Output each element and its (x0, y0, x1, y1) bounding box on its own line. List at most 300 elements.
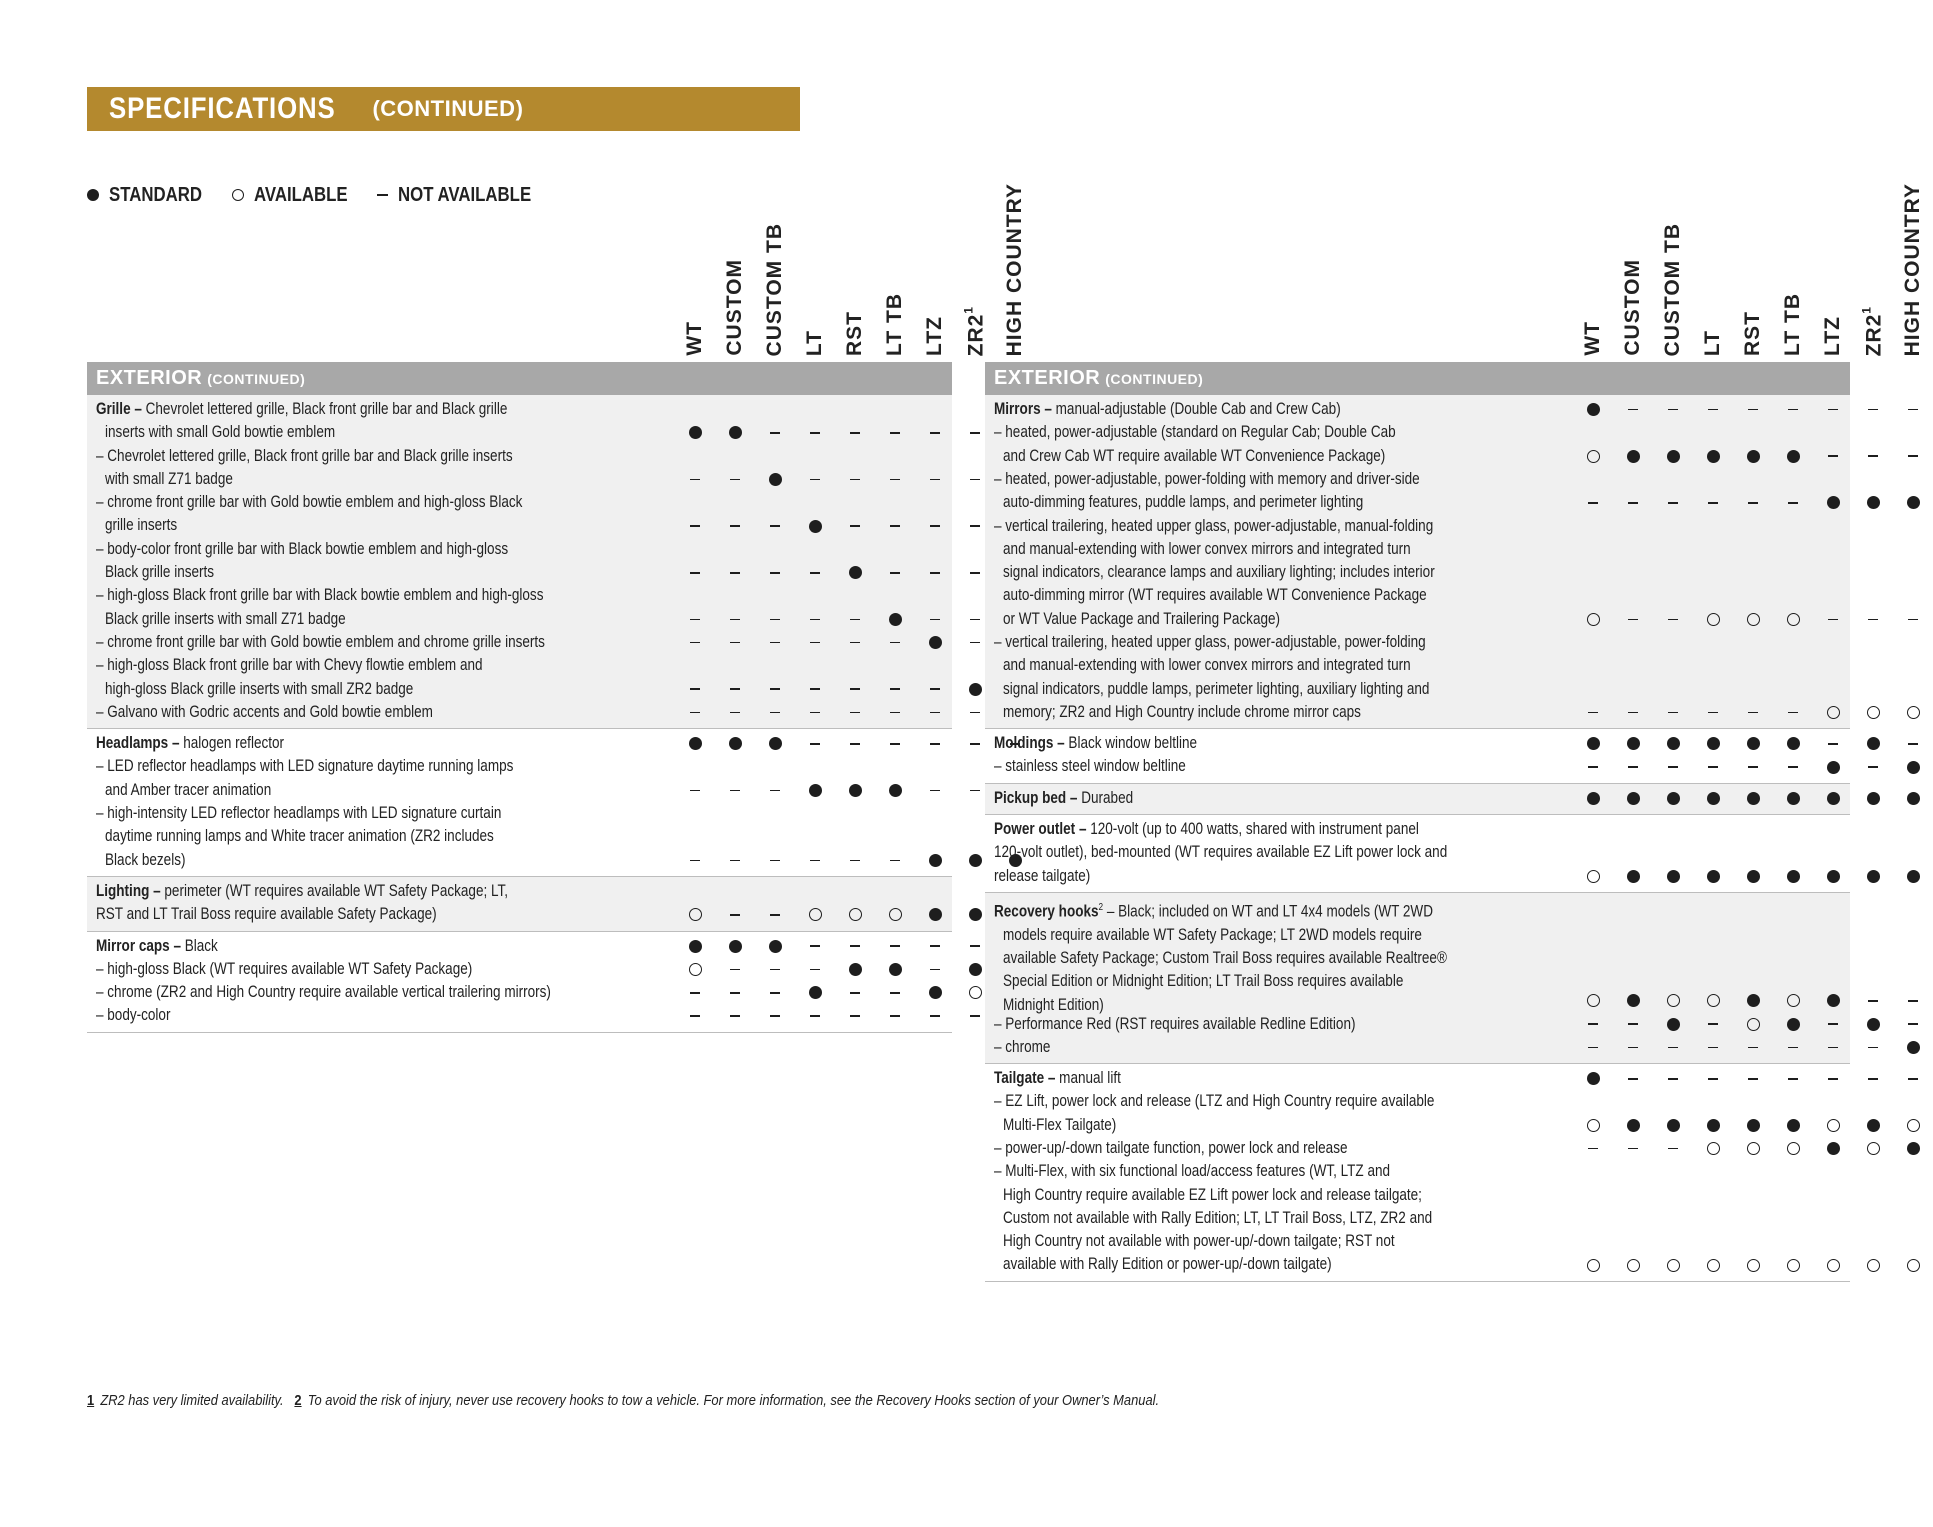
column-header-label (1821, 316, 1845, 356)
spec-label-text: and manual-extending with lower convex mirrors and integrated turn (1003, 539, 1411, 558)
spec-cell (683, 518, 707, 534)
spec-label-text: – heated, power-adjustable (standard on Regular Cab; Double Cab (994, 423, 1396, 442)
footnote-number: 1 (87, 1392, 95, 1409)
spec-row (87, 802, 952, 872)
spec-cell (1781, 790, 1805, 806)
spec-label-line (96, 421, 507, 444)
not-available-dash-icon (970, 432, 980, 434)
not-available-dash-icon (970, 572, 980, 574)
spec-cell (1781, 1141, 1805, 1157)
spec-cell (1821, 705, 1845, 721)
column-header-text: LT TB (883, 293, 906, 356)
spec-group (985, 893, 1850, 1064)
spec-label-line (994, 1137, 1347, 1160)
spec-cell (1821, 790, 1845, 806)
not-available-dash-icon (1908, 1078, 1918, 1080)
spec-cell (1581, 448, 1605, 464)
not-available-dash-icon (970, 945, 980, 947)
spec-row (985, 755, 1850, 778)
spec-label-line (994, 818, 1447, 841)
column-header-label (803, 330, 827, 356)
spec-label-line (96, 538, 508, 561)
spec-feature-name: Mirror caps – (96, 936, 185, 955)
spec-label-line (96, 958, 472, 981)
not-available-dash-icon (1668, 619, 1678, 621)
not-available-dash-icon (1788, 1047, 1798, 1049)
standard-dot-icon (1707, 870, 1720, 883)
spec-cell (803, 425, 827, 441)
standard-dot-icon (1747, 870, 1760, 883)
spec-cell (1621, 993, 1645, 1009)
spec-cell (1701, 868, 1725, 884)
spec-label-line (96, 701, 433, 724)
column-header (1613, 196, 1653, 356)
standard-dot-icon (809, 986, 822, 999)
spec-cell (723, 705, 747, 721)
spec-label-text: Black grille inserts with small Z71 badge (105, 609, 346, 628)
available-circle-icon (1787, 1142, 1800, 1155)
not-available-dash-icon (1708, 1023, 1718, 1025)
spec-cell (723, 681, 747, 697)
spec-cell (763, 425, 787, 441)
not-available-dash-icon (1788, 1078, 1798, 1080)
spec-cell (1741, 611, 1765, 627)
spec-cell (1741, 790, 1765, 806)
not-available-dash-icon (1588, 712, 1598, 714)
spec-label-text: Black (184, 936, 218, 955)
not-available-dash-icon (850, 945, 860, 947)
spec-label-line (994, 787, 1133, 810)
spec-cell (883, 938, 907, 954)
spec-cell (1621, 1117, 1645, 1133)
spec-cell (1661, 993, 1685, 1009)
standard-dot-icon (729, 940, 742, 953)
not-available-dash-icon (770, 712, 780, 714)
spec-label (994, 787, 1133, 810)
not-available-dash-icon (1788, 502, 1798, 504)
spec-cell (723, 565, 747, 581)
spec-cell (1741, 1117, 1765, 1133)
spec-cell (723, 472, 747, 488)
spec-cell (1781, 1071, 1805, 1087)
not-available-dash-icon (970, 642, 980, 644)
spec-cell (1661, 759, 1685, 775)
spec-label-line (96, 903, 508, 926)
spec-cell (723, 938, 747, 954)
spec-cell (883, 425, 907, 441)
column-header (795, 196, 835, 356)
spec-cell (1821, 448, 1845, 464)
spec-cell (1741, 1141, 1765, 1157)
column-header-label (1860, 306, 1887, 356)
standard-dot-icon (1787, 1119, 1800, 1132)
spec-cell (1621, 705, 1645, 721)
spec-cell (803, 736, 827, 752)
spec-cell (843, 907, 867, 923)
spec-cell (763, 736, 787, 752)
not-available-dash-icon (890, 642, 900, 644)
not-available-dash-icon (1788, 712, 1798, 714)
spec-cell (1741, 705, 1765, 721)
column-header-label (723, 259, 747, 356)
spec-label-text: Midnight Edition) (1003, 995, 1104, 1014)
spec-cell (1821, 1016, 1845, 1032)
spec-label-line (96, 1004, 170, 1027)
spec-cell (1701, 402, 1725, 418)
not-available-dash-icon (810, 712, 820, 714)
not-available-dash-icon (1708, 409, 1718, 411)
spec-cell (923, 472, 947, 488)
standard-dot-icon (1907, 1142, 1920, 1155)
spec-cell (883, 782, 907, 798)
spec-row (87, 491, 952, 538)
spec-feature-name: Recovery hooks (994, 902, 1099, 921)
footnote-text: To avoid the risk of injury, never use recovery hooks to tow a vehicle. For more information, see the Recovery Hooks section of your Owner’s Manual. (307, 1392, 1160, 1409)
spec-cell (1661, 1117, 1685, 1133)
spec-label-text: – chrome front grille bar with Gold bowtie emblem and chrome grille inserts (96, 633, 545, 651)
available-circle-icon (1867, 706, 1880, 719)
available-circle-icon (1747, 613, 1760, 626)
spec-cell (683, 565, 707, 581)
spec-label-line (994, 1090, 1434, 1113)
spec-cell (1781, 1257, 1805, 1273)
column-header-label (843, 311, 867, 356)
available-circle-icon (1707, 1259, 1720, 1272)
spec-label-text: grille inserts (105, 516, 178, 535)
spec-label-line (96, 491, 522, 514)
spec-label-text: halogen reflector (183, 734, 285, 753)
spec-cell (1861, 1039, 1885, 1055)
spec-label-line (994, 561, 1435, 584)
spec-cell (1621, 1141, 1645, 1157)
spec-row (87, 1004, 952, 1027)
spec-label-text: with small Z71 badge (105, 469, 233, 488)
available-circle-icon (1907, 1259, 1920, 1272)
not-available-dash-icon (730, 790, 740, 792)
standard-dot-icon (1707, 792, 1720, 805)
spec-cell (1861, 993, 1885, 1009)
spec-cell (803, 635, 827, 651)
not-available-dash-icon (850, 860, 860, 862)
column-header (1773, 196, 1813, 356)
spec-label-text: Special Edition or Midnight Edition; LT Trail Boss requires available (1003, 972, 1404, 991)
spec-cell (1581, 736, 1605, 752)
spec-cell (843, 681, 867, 697)
not-available-dash-icon (1588, 502, 1598, 504)
spec-cell (1581, 993, 1605, 1009)
not-available-dash-icon (1708, 502, 1718, 504)
not-available-dash-icon (930, 790, 940, 792)
not-available-dash-icon (1668, 1148, 1678, 1150)
spec-cell (1781, 495, 1805, 511)
spec-label (96, 654, 483, 701)
spec-label-line (96, 445, 513, 468)
column-header-label (1581, 321, 1605, 356)
spec-cell (923, 938, 947, 954)
spec-cell (1781, 868, 1805, 884)
standard-dot-icon (689, 426, 702, 439)
spec-cell (923, 736, 947, 752)
spec-label-line (994, 1067, 1121, 1090)
spec-cell (923, 518, 947, 534)
available-circle-icon (1707, 1142, 1720, 1155)
standard-dot-icon (969, 963, 982, 976)
column-header (1693, 196, 1733, 356)
standard-dot-icon (969, 683, 982, 696)
available-circle-icon (1587, 870, 1600, 883)
spec-label-line (994, 732, 1197, 755)
not-available-dash-icon (1668, 409, 1678, 411)
not-available-dash-icon (1748, 502, 1758, 504)
spec-label-text: auto-dimming features, puddle lamps, and perimeter lighting (1003, 493, 1364, 512)
spec-cell (763, 472, 787, 488)
spec-cell (1701, 736, 1725, 752)
spec-label-text: Durabed (1081, 788, 1134, 807)
spec-cell (763, 852, 787, 868)
standard-dot-icon (1787, 737, 1800, 750)
spec-cell (1581, 1016, 1605, 1032)
spec-label-line (994, 1184, 1432, 1207)
standard-dot-icon (1827, 994, 1840, 1007)
spec-cell (1621, 1071, 1645, 1087)
spec-feature-name: Tailgate – (994, 1069, 1060, 1088)
not-available-dash-icon (1828, 619, 1838, 621)
not-available-dash-icon (1708, 766, 1718, 768)
spec-row (985, 896, 1850, 1013)
spec-row (985, 1067, 1850, 1090)
section-title-suffix: (CONTINUED) (1105, 370, 1204, 387)
spec-cell (1901, 1117, 1925, 1133)
not-available-dash-icon (890, 992, 900, 994)
spec-cell (923, 611, 947, 627)
spec-cell (1661, 611, 1685, 627)
standard-dot-icon (1867, 1018, 1880, 1031)
standard-dot-icon (1867, 496, 1880, 509)
spec-cell (923, 705, 947, 721)
spec-group (985, 729, 1850, 784)
spec-cell (683, 611, 707, 627)
spec-label-text: memory; ZR2 and High Country include chrome mirror caps (1003, 702, 1361, 721)
spec-cell (1581, 790, 1605, 806)
spec-cell (803, 962, 827, 978)
not-available-dash-icon (930, 945, 940, 947)
spec-label (994, 818, 1447, 888)
spec-cell (723, 518, 747, 534)
spec-row (985, 1137, 1850, 1160)
standard-dot-icon (929, 854, 942, 867)
spec-cell (963, 518, 987, 534)
not-available-dash-icon (1788, 409, 1798, 411)
spec-row (87, 538, 952, 585)
spec-cell (963, 938, 987, 954)
spec-label-text: or WT Value Package and Trailering Package) (1003, 609, 1281, 628)
spec-cell (683, 938, 707, 954)
not-available-dash-icon (810, 642, 820, 644)
spec-label-line (994, 445, 1396, 468)
not-available-dash-icon (1748, 712, 1758, 714)
not-available-dash-icon (1748, 766, 1758, 768)
column-header-label (883, 293, 907, 356)
column-header (1893, 182, 1933, 356)
spec-label-text: signal indicators, clearance lamps and auxiliary lighting; includes interior (1003, 563, 1435, 582)
not-available-dash-icon (1868, 1000, 1878, 1002)
spec-cell (1661, 1257, 1685, 1273)
spec-cell (923, 635, 947, 651)
not-available-dash-icon (890, 945, 900, 947)
not-available-dash-icon (970, 525, 980, 527)
not-available-dash-icon (770, 572, 780, 574)
available-circle-icon (1907, 706, 1920, 719)
spec-cell (1661, 1141, 1685, 1157)
standard-dot-icon (1707, 1119, 1720, 1132)
spec-cell (923, 985, 947, 1001)
spec-cell (1821, 759, 1845, 775)
not-available-dash-icon (770, 619, 780, 621)
spec-cell (1701, 705, 1725, 721)
spec-label-text: manual-adjustable (Double Cab and Crew Cab) (1055, 400, 1341, 418)
spec-label-text: – Galvano with Godric accents and Gold bowtie emblem (96, 702, 433, 721)
spec-label-line (96, 755, 513, 778)
spec-cell (1621, 790, 1645, 806)
not-available-dash-icon (930, 479, 940, 481)
spec-label-line (96, 468, 513, 491)
spec-cell (1741, 1071, 1765, 1087)
spec-label (994, 631, 1429, 724)
standard-dot-icon (1667, 450, 1680, 463)
not-available-dash-icon (730, 712, 740, 714)
not-available-dash-icon (770, 432, 780, 434)
spec-cell (1861, 1071, 1885, 1087)
column-header-label (1781, 293, 1805, 356)
not-available-dash-icon (770, 525, 780, 527)
spec-cell (923, 852, 947, 868)
spec-row (985, 1036, 1850, 1059)
spec-cell (963, 565, 987, 581)
standard-dot-icon (1827, 496, 1840, 509)
spec-cell (1661, 790, 1685, 806)
column-header-text: RST (1741, 311, 1764, 356)
spec-cell (1741, 868, 1765, 884)
not-available-dash-icon (770, 1015, 780, 1017)
spec-label-text: – LED reflector headlamps with LED signature daytime running lamps (96, 757, 514, 776)
standard-dot-icon (1747, 450, 1760, 463)
column-header-superscript: 1 (961, 305, 976, 314)
not-available-dash-icon (850, 992, 860, 994)
not-available-dash-icon (1828, 455, 1838, 457)
available-circle-icon (1707, 613, 1720, 626)
spec-label-text: auto-dimming mirror (WT requires available WT Convenience Package (1003, 586, 1427, 605)
not-available-dash-icon (1668, 766, 1678, 768)
not-available-dash-icon (1828, 1047, 1838, 1049)
spec-label (994, 732, 1197, 755)
spec-label (994, 1067, 1121, 1090)
spec-cell (803, 611, 827, 627)
spec-cell (843, 1008, 867, 1024)
spec-label-text: – chrome (ZR2 and High Country require available vertical trailering mirrors) (96, 983, 551, 1002)
column-header-label (1901, 183, 1925, 356)
spec-cell (883, 565, 907, 581)
spec-label-text: RST and LT Trail Boss require available Safety Package) (96, 905, 437, 924)
available-circle-icon (969, 986, 982, 999)
not-available-dash-icon (690, 712, 700, 714)
spec-cell (1861, 790, 1885, 806)
spec-cell (1861, 705, 1885, 721)
spec-label-line (994, 398, 1341, 421)
standard-dot-icon (1707, 737, 1720, 750)
spec-cell (963, 472, 987, 488)
spec-label-text: and Crew Cab WT require available WT Convenience Package) (1003, 446, 1386, 465)
column-header (875, 196, 915, 356)
standard-dot-icon (1627, 870, 1640, 883)
spec-cell (1661, 1071, 1685, 1087)
not-available-dash-icon (850, 525, 860, 527)
column-header (715, 196, 755, 356)
standard-dot-icon (1707, 450, 1720, 463)
spec-label (994, 755, 1186, 778)
spec-cell (1861, 1257, 1885, 1273)
not-available-dash-icon (970, 790, 980, 792)
spec-cell (1701, 1016, 1725, 1032)
spec-label-text: Black grille inserts (105, 563, 215, 582)
spec-feature-name: Headlamps – (96, 734, 184, 753)
spec-label-text: and manual-extending with lower convex mirrors and integrated turn (1003, 656, 1411, 675)
column-header-text: LT TB (1781, 293, 1804, 356)
not-available-dash-icon (810, 572, 820, 574)
spec-cell (803, 938, 827, 954)
spec-cell (1861, 736, 1885, 752)
spec-label (96, 732, 284, 755)
spec-cell (1781, 611, 1805, 627)
spec-cell (763, 565, 787, 581)
spec-cell (1621, 1039, 1645, 1055)
spec-feature-name: Pickup bed – (994, 788, 1082, 807)
not-available-dash-icon (1828, 409, 1838, 411)
not-available-dash-icon (930, 432, 940, 434)
spec-row (87, 732, 952, 755)
not-available-dash-icon (770, 790, 780, 792)
standard-dot-icon (1587, 403, 1600, 416)
spec-label (96, 445, 513, 492)
spec-row (985, 631, 1850, 724)
spec-label-text: signal indicators, puddle lamps, perimeter lighting, auxiliary lighting and (1003, 679, 1430, 698)
spec-cell (883, 907, 907, 923)
not-available-dash-icon (930, 525, 940, 527)
spec-cell (1901, 993, 1925, 1009)
spec-row (87, 584, 952, 631)
spec-cell (843, 736, 867, 752)
spec-cell (803, 907, 827, 923)
spec-cell (883, 611, 907, 627)
column-header-text: CUSTOM (1621, 259, 1644, 356)
available-circle-icon (1867, 1259, 1880, 1272)
spec-cell (683, 962, 707, 978)
not-available-dash-icon (970, 712, 980, 714)
column-header-label (1701, 330, 1725, 356)
spec-cell (1701, 790, 1725, 806)
spec-cell (1781, 1016, 1805, 1032)
spec-label-line (96, 825, 501, 848)
spec-cell (1701, 759, 1725, 775)
spec-cell (1901, 1071, 1925, 1087)
spec-cell (843, 635, 867, 651)
available-circle-icon (1827, 706, 1840, 719)
spec-label-text: available Safety Package; Custom Trail Boss requires available Realtree® (1003, 949, 1447, 968)
column-header-text: CUSTOM TB (763, 222, 786, 356)
spec-cell (763, 635, 787, 651)
standard-dot-icon (889, 784, 902, 797)
spec-label-text: Chevrolet lettered grille, Black front grille bar and Black grille (145, 400, 508, 418)
not-available-dash-icon (1708, 712, 1718, 714)
